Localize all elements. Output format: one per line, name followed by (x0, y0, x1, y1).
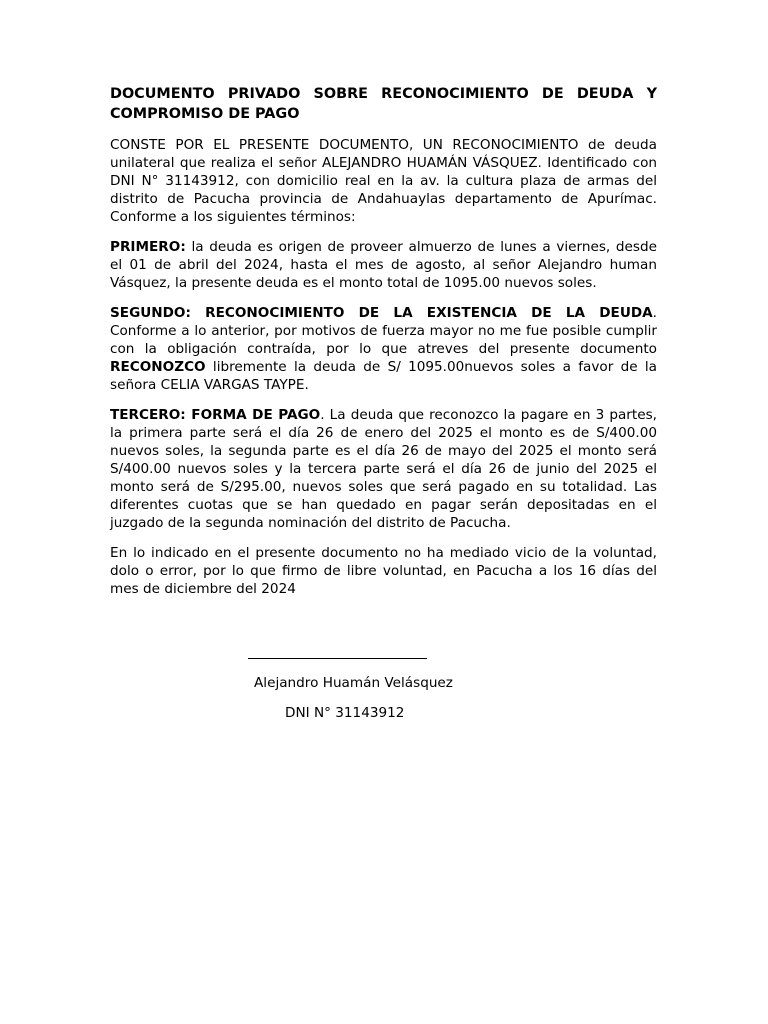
clause-primero-text: la deuda es origen de proveer almuerzo de lunes a viernes, desde el 01 de abril del 2024, hasta el mes de agosto, al señor Alejandro human Vásquez, la presente deuda es el monto total de 1095.00 nuevos soles. (110, 239, 657, 291)
signature-dni: DNI N° 31143912 (285, 705, 405, 721)
document-body (110, 84, 657, 610)
intro-paragraph: CONSTE POR EL PRESENTE DOCUMENTO, UN RECONOCIMIENTO de deuda unilateral que realiza el señor ALEJANDRO HUAMÁN VÁSQUEZ. Identificado con DNI N° 31143912, con domicilio real en la av. la cultura plaza de armas del distrito de Pacucha provincia de Andahuaylas departamento de Apurímac. Conforme a los siguientes términos: (110, 137, 657, 225)
clause-segundo (110, 304, 657, 394)
clause-segundo-text-after: libremente la deuda de S/ 1095.00nuevos soles a favor de la señora CELIA VARGAS TAYPE. (110, 359, 657, 393)
clause-segundo-emphasis: RECONOZCO (110, 359, 206, 375)
signature-line (248, 658, 427, 659)
signature-name: Alejandro Huamán Velásquez (254, 675, 453, 691)
clause-tercero (110, 406, 657, 532)
closing-paragraph: En lo indicado en el presente documento no ha mediado vicio de la voluntad, dolo o error, por lo que firmo de libre voluntad, en Pacucha a los 16 días del mes de diciembre del 2024 (110, 545, 657, 597)
clause-segundo-text-before: . Conforme a lo anterior, por motivos de fuerza mayor no me fue posible cumplir con la obligación contraída, por lo que atreves del presente documento (110, 305, 657, 357)
clause-primero (110, 238, 657, 292)
document-title: DOCUMENTO PRIVADO SOBRE RECONOCIMIENTO DE DEUDA Y COMPROMISO DE PAGO (110, 86, 657, 122)
clause-primero-label: PRIMERO: (110, 239, 186, 255)
clause-segundo-label: SEGUNDO: RECONOCIMIENTO DE LA EXISTENCIA DE LA DEUDA (110, 305, 653, 321)
clause-tercero-label: TERCERO: FORMA DE PAGO (110, 407, 321, 423)
clause-tercero-text: . La deuda que reconozco la pagare en 3 partes, la primera parte será el día 26 de enero del 2025 el monto es de S/400.00 nuevos soles, la segunda parte es el día 26 de mayo del 2025 el monto será S/400.00 nuevos soles y la tercera parte será el día 26 de junio del 2025 el monto será de S/295.00, nuevos soles que será pagado en su totalidad. Las diferentes cuotas que se han quedado en pagar serán depositadas en el juzgado de la segunda nominación del distrito de Pacucha. (110, 407, 657, 531)
